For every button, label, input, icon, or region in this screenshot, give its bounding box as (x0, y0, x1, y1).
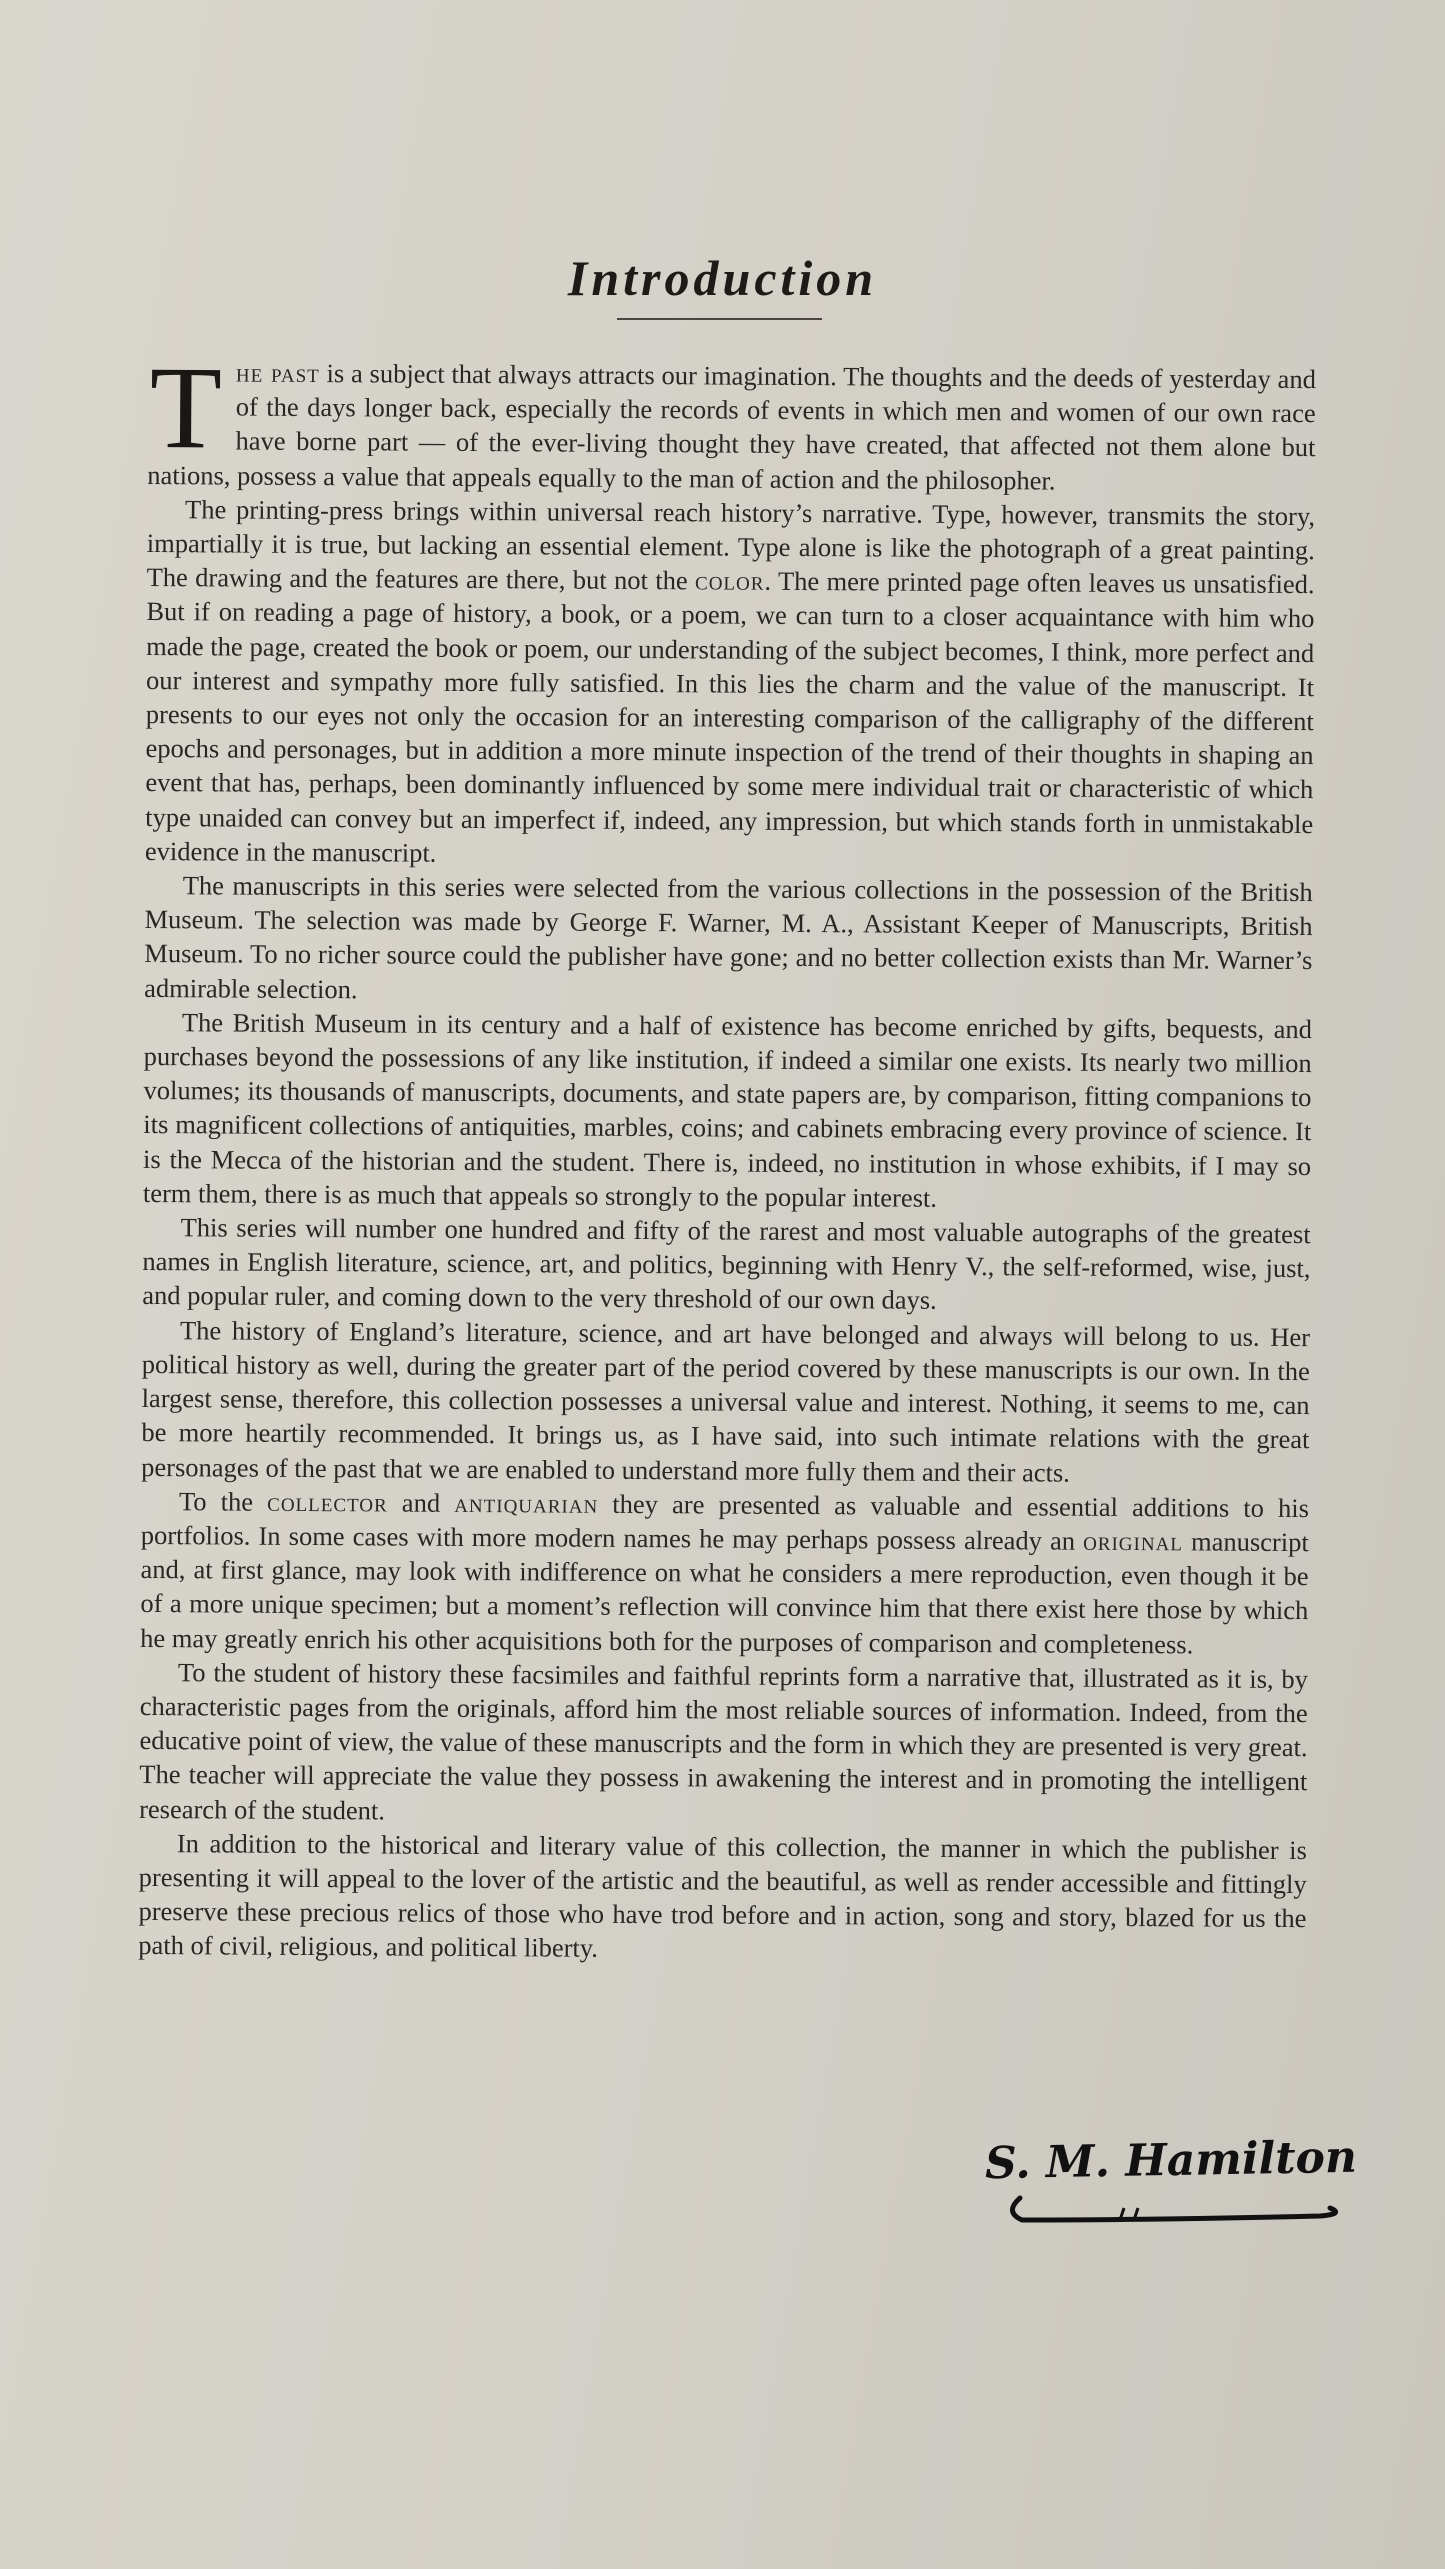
paragraph (142, 1210, 1311, 1320)
paragraph-text: To the (178, 1485, 268, 1517)
paragraph-text: To the student of history these facsimiles and faithful reprints form a narrative that, illustrated as it is, by characteristic pages from the originals, afford him the most reliable sources of information. Indeed, from the educative point of view, the value of these manuscripts and the form in which they are presented is very great. The teacher will appreciate the value they possess in awakening the interest and in promoting the intelligent research of the student. (139, 1656, 1309, 1826)
paragraph (139, 1655, 1308, 1833)
paragraph (143, 1005, 1312, 1217)
paragraph (144, 868, 1313, 1012)
paragraph-text: The manuscripts in this series were selected from the various collections in the possession of the British Museum. The selection was made by George F. Warner, M. A., Assistant Keeper of Manuscripts, British Museum. To no richer source could the publisher have gone; and no better collection exists than Mr. Warner’s admirable selection. (144, 870, 1313, 1004)
paragraph-text: In addition to the historical and literary value of this collection, the manner in which the publisher is presenting it will appeal to the lover of the artistic and the beautiful, as well as render accessible and fittingly preserve these precious relics of those who have trod before and in action, song and story, blazed for us the path of civil, religious, and political liberty. (138, 1827, 1307, 1964)
signature: S. M. Hamilton (984, 2131, 1358, 2190)
small-caps-text: collector (267, 1486, 388, 1518)
introduction-body (138, 342, 1316, 1970)
small-caps-text: antiquarian (454, 1487, 599, 1519)
paragraph-text: The history of England’s literature, science, and art have belonged and always will belong to us. Her political history as well, during the greater part of the period covered by these manuscripts is our own. In the largest sense, therefore, this collection possesses a universal value and interest. Nothing, it seems to me, can be more heartily recommended. It brings us, as I have said, into such intimate relations with the great personages of the past that we are enabled to understand more fully them and their acts. (141, 1314, 1311, 1488)
small-caps-text: color (694, 565, 765, 596)
paragraph-text: This series will number one hundred and fifty of the rarest and most valuable autographs of the greatest names in English literature, science, art, and politics, beginning with Henry V., the self-reformed, wise, just, and popular ruler, and coming down to the very threshold of our own days. (142, 1212, 1311, 1316)
paragraph (147, 342, 1316, 499)
paragraph-text: and (387, 1487, 455, 1518)
paragraph (140, 1484, 1309, 1662)
paragraph (141, 1313, 1310, 1491)
small-caps-text: original (1083, 1525, 1184, 1557)
title-divider (617, 318, 822, 320)
signature-flourish (1000, 2190, 1360, 2230)
paragraph-text: The British Museum in its century and a half of existence has become enriched by gifts, bequests, and purchases beyond the possessions of any like institution, if indeed a similar one exists. Its nearly two million volumes; its thousands of manuscripts, documents, and state papers are, by comparison, fitting companions to its magnificent collections of antiquities, marbles, coins; and cabinets embracing every province of science. It is the Mecca of the historian and the student. There is, indeed, no institution in whose exhibits, if I may so term them, there is as much that appeals so strongly to the popular interest. (142, 1007, 1312, 1213)
paragraph (138, 1826, 1307, 1970)
small-caps-text: he past (235, 357, 320, 389)
drop-cap: T (149, 342, 223, 474)
paragraph-text: . The mere printed page often leaves us unsatisfied. But if on reading a page of history, a book, or a poem, we can turn to a closer acquaintance with him who made the page, created the book or poem, our understanding of the subject becomes, I think, more perfect and our interest and sympathy more fully satisfied. In this lies the charm and the value of the manuscript. It presents to our eyes not only the occasion for an interesting comparison of the calligraphy of the different epochs and personages, but in addition a more minute inspection of the trend of their thoughts in shaping an event that has, perhaps, been dominantly influenced by some mere individual trait or characteristic of which type unaided can convey but an imperfect if, indeed, any impression, but which stands forth in unmistakable evidence in the manuscript. (144, 565, 1315, 868)
page-title: Introduction (567, 249, 878, 306)
paragraph-text: The printing-press brings within universal reach history’s narrative. Type, however, transmits the story, impartially it is true, but lacking an essential element. Type alone is like the photograph of a great painting. The drawing and the features are there, but not the (146, 494, 1316, 596)
paragraph-text: is a subject that always attracts our imagination. The thoughts and the deeds of yesterday and of the days longer back, especially the records of events in which men and women of our own race have borne part — of the ever-living thought they have created, that affected not them alone but nations, possess a value that appeals equally to the man of action and the philosopher. (147, 358, 1316, 496)
paragraph (145, 492, 1315, 875)
paragraph-text: manuscript and, at first glance, may look with indifference on what he considers a mere reproduction, even though it be of a more unique specimen; but a moment’s reflection will convince him that there exist here those by which he may greatly enrich his other acquisitions both for the purposes of comparison and completeness. (140, 1526, 1309, 1659)
paragraph-text: they are presented as valuable and essential additions to his portfolios. In some cases with more modern names he may perhaps possess already an (140, 1488, 1310, 1556)
